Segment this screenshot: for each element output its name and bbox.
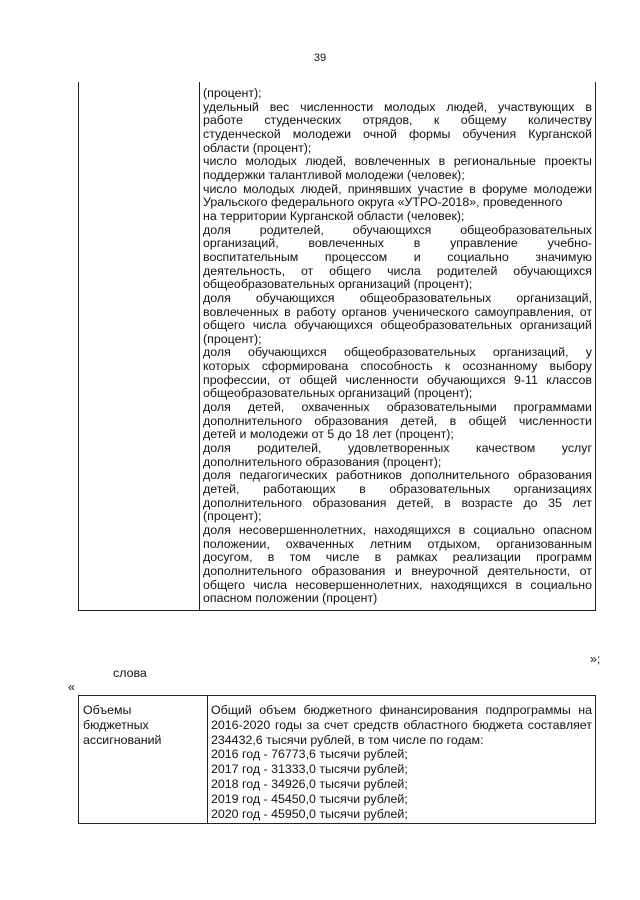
word: людей,	[300, 181, 342, 196]
word: людей,	[305, 154, 347, 169]
word: образования	[518, 468, 592, 483]
word: организаций	[519, 318, 592, 333]
word: отдыхом,	[427, 536, 481, 551]
word: способность	[360, 359, 433, 374]
word: процессом	[324, 249, 388, 264]
text-line	[203, 319, 592, 333]
word: в	[444, 495, 451, 510]
word: образовательных	[389, 482, 491, 497]
indicators-table	[78, 82, 596, 611]
word: доля	[203, 523, 231, 537]
text-line: 234432,6 тысячи рублей, в том числе по годам:	[211, 732, 484, 747]
text-line	[203, 415, 592, 429]
word: числа	[252, 318, 287, 333]
word: формы	[408, 126, 451, 141]
word: в	[284, 304, 291, 319]
word: обучающихся	[294, 318, 373, 333]
text-line	[203, 360, 592, 374]
text-line	[203, 237, 592, 251]
word: работников	[336, 468, 402, 483]
word: находящихся	[430, 577, 508, 592]
word: молодежи	[533, 181, 592, 196]
text-line: (процент);	[203, 331, 262, 346]
text-line	[203, 374, 592, 388]
word: в	[359, 482, 366, 497]
word: программ	[536, 550, 592, 565]
word: доля	[203, 290, 231, 305]
word: доля	[203, 400, 231, 415]
word: участвующих	[497, 99, 575, 114]
table-row	[79, 82, 596, 610]
word: в	[267, 550, 275, 565]
budget-label	[83, 703, 203, 748]
text-line	[203, 292, 592, 306]
text-line: общеобразовательных организаций (процент);	[203, 277, 473, 292]
budget-text	[211, 703, 592, 821]
word: организаций,	[203, 236, 279, 251]
word: дополнительного	[203, 413, 303, 428]
word: и	[413, 249, 421, 264]
word: бюджета	[472, 717, 523, 732]
word: несовершеннолетних,	[295, 577, 423, 592]
text-line	[203, 306, 592, 320]
word: профессии,	[203, 372, 271, 387]
text-line: 2020 год - 45950,0 тысячи рублей;	[211, 806, 408, 821]
text-line	[211, 703, 592, 718]
word: родителей	[436, 263, 498, 278]
word: выбору	[549, 359, 592, 374]
word: классов	[546, 372, 592, 387]
word: охваченных	[301, 400, 370, 415]
word: детей,	[400, 413, 438, 428]
text-line: 2017 год - 31333,0 тысячи рублей;	[211, 762, 408, 777]
word: общего	[203, 577, 246, 592]
indicators-text-cell	[200, 82, 596, 610]
word: числа	[253, 577, 288, 592]
text-line: области (процент);	[203, 140, 312, 155]
word: услуг	[561, 441, 592, 456]
text-line	[203, 524, 592, 538]
word: образования	[311, 563, 386, 578]
word: сформирована	[261, 359, 349, 374]
text-line	[203, 565, 592, 579]
word: общеобразовательных	[380, 318, 513, 333]
text-line	[203, 579, 592, 593]
text-line: (процент);	[203, 86, 262, 100]
word: принявших	[347, 181, 412, 196]
budget-label-cell	[79, 696, 208, 824]
text-line: на территории Курганской области (человек);	[203, 208, 465, 223]
word: счет	[323, 717, 349, 732]
word: организаций,	[492, 345, 569, 360]
word: учебно-	[547, 236, 592, 251]
word: от	[579, 563, 592, 578]
word: и	[394, 563, 402, 578]
word: участие	[417, 181, 464, 196]
word: общеобразовательных	[343, 345, 476, 360]
word: осознанному	[462, 359, 538, 374]
text-line	[203, 265, 592, 279]
word: социально	[447, 249, 509, 264]
text-line: опасном положении (процент)	[203, 591, 378, 606]
word: 35	[548, 495, 562, 510]
word: вес	[269, 99, 290, 114]
word: вовлеченных	[308, 236, 384, 251]
word: общей	[299, 372, 338, 387]
text-line: бюджетных	[83, 718, 149, 732]
word: удельный	[203, 99, 259, 114]
text-line	[203, 251, 592, 265]
word: от	[300, 263, 314, 278]
word-slova: слова	[113, 666, 147, 680]
text-line	[203, 114, 592, 128]
indicators-label-cell	[79, 82, 200, 610]
word: образовательными	[386, 400, 497, 415]
word: образования	[312, 495, 387, 510]
word: людей,	[446, 99, 488, 114]
word: воспитательным	[203, 249, 299, 264]
word: управление	[450, 236, 518, 251]
word: опасном	[543, 523, 592, 537]
word: обучающихся	[426, 372, 506, 387]
word: родителей,	[257, 441, 322, 456]
word: форуме	[482, 181, 528, 196]
word: доля	[203, 345, 231, 360]
word: студенческих	[264, 113, 342, 128]
word: молодых	[384, 99, 436, 114]
indicators-text	[203, 87, 592, 606]
word: рамках	[396, 550, 438, 565]
word: молодежи	[292, 126, 352, 141]
word: детей,	[203, 482, 240, 497]
word: том	[289, 550, 311, 565]
word: значимую	[535, 249, 592, 264]
word: доля	[203, 468, 231, 483]
word: положении,	[203, 536, 270, 551]
word: в	[413, 236, 421, 251]
text-line	[203, 346, 592, 360]
text-line	[203, 442, 592, 456]
word: общеобразовательных	[359, 290, 492, 305]
table-row	[79, 696, 596, 824]
word: детей,	[397, 495, 434, 510]
word: отрядов,	[362, 113, 413, 128]
word: несовершеннолетних,	[238, 523, 367, 537]
text-line: (процент);	[203, 509, 262, 524]
word: обучающихся	[513, 263, 592, 278]
word: проекты	[544, 154, 592, 169]
text-line: 2018 год - 34926,0 тысячи рублей;	[211, 776, 408, 791]
opening-quote: «	[68, 680, 75, 694]
word: молодых	[243, 181, 295, 196]
word: обучения	[462, 126, 517, 141]
word: организаций,	[516, 290, 592, 305]
word: лет	[572, 495, 592, 510]
word: количеству	[527, 113, 592, 128]
budget-table	[78, 695, 596, 824]
word: досугом,	[203, 550, 253, 565]
word: финансирования	[379, 703, 478, 717]
word: находящихся	[374, 523, 451, 537]
word: бюджетного	[303, 703, 373, 717]
word: общеобразовательных	[460, 222, 592, 237]
word: работающих	[263, 482, 336, 497]
word: программами	[513, 400, 592, 415]
text-line	[203, 551, 592, 565]
word: за	[306, 717, 320, 732]
word: к	[444, 359, 451, 374]
word: органов	[341, 304, 387, 319]
word: подпрограммы	[485, 703, 571, 717]
word: дополнительного	[203, 563, 303, 578]
word: работу	[296, 304, 336, 319]
word: образования	[314, 413, 389, 428]
word: доля	[203, 222, 231, 237]
word: областного	[403, 717, 468, 732]
text-line	[211, 718, 592, 733]
word: 9-11	[514, 372, 538, 387]
word: очной	[363, 126, 397, 141]
word: в	[438, 154, 446, 169]
word: в	[469, 181, 476, 196]
word: дополнительного	[410, 468, 510, 483]
word: общему	[460, 113, 507, 128]
word: региональные	[453, 154, 536, 169]
word: охваченных	[285, 536, 354, 551]
text-line: общеобразовательных организаций (процент);	[203, 386, 473, 401]
text-line	[203, 183, 592, 197]
text-line	[203, 483, 592, 497]
word: вовлеченных	[203, 304, 279, 319]
word: в	[374, 550, 382, 565]
word: числа	[387, 263, 421, 278]
text-line: 2019 год - 45450,0 тысячи рублей;	[211, 791, 408, 806]
word: общего	[203, 318, 246, 333]
word: которых	[203, 359, 250, 374]
word: организациях	[513, 482, 592, 497]
text-line	[203, 224, 592, 238]
word: возрасте	[461, 495, 513, 510]
word: доля	[203, 441, 231, 456]
word: детей,	[247, 400, 285, 415]
text-line	[203, 128, 592, 142]
word: работе	[203, 113, 243, 128]
word: социально	[530, 577, 592, 592]
word: обучающихся	[248, 345, 327, 360]
text-line: поддержки талантливой молодежи (человек);	[203, 167, 465, 182]
word: число	[203, 154, 237, 169]
text-line: детей и молодежи от 5 до 18 лет (процент);	[203, 427, 454, 442]
word: у	[585, 345, 592, 360]
word: от	[579, 304, 592, 319]
word: Курганской	[528, 126, 592, 141]
page-number: 39	[313, 52, 327, 64]
word: 2016-2020	[211, 717, 271, 732]
word: деятельности,	[487, 563, 571, 578]
word: число	[203, 181, 237, 196]
text-line	[203, 155, 592, 169]
budget-text-cell	[208, 696, 596, 824]
word: Общий	[211, 703, 252, 717]
word: родителей,	[259, 222, 324, 237]
word: численности	[345, 372, 419, 387]
text-line: ассигнований	[83, 733, 162, 747]
text-line: Уральского федерального округа «УТРО-2018», проведенного	[203, 195, 563, 210]
text-line	[203, 497, 592, 511]
word: обучающихся	[352, 222, 432, 237]
text-line: 2016 год - 76773,6 тысячи рублей;	[211, 747, 408, 762]
word: обучающихся	[255, 290, 335, 305]
word: в	[585, 99, 592, 114]
word: самоуправления,	[474, 304, 575, 319]
word: дополнительного	[203, 495, 303, 510]
word: организованным	[496, 536, 592, 551]
word: общего	[329, 263, 372, 278]
word: в	[458, 523, 466, 537]
word: в	[515, 577, 523, 592]
word: на	[578, 703, 592, 717]
text-line: дополнительного образования (процент);	[203, 454, 442, 469]
word: средств	[353, 717, 399, 732]
word: численности	[518, 413, 592, 428]
word: ученического	[392, 304, 469, 319]
word: объем	[259, 703, 296, 717]
word: деятельность,	[203, 263, 286, 278]
text-line	[203, 538, 592, 552]
word: до	[523, 495, 538, 510]
word: студенческой	[203, 126, 281, 141]
word: молодых	[245, 154, 297, 169]
word: педагогических	[239, 468, 328, 483]
closing-quote: »;	[590, 652, 601, 666]
word: качеством	[475, 441, 536, 456]
word: общей	[468, 413, 507, 428]
text-line	[203, 469, 592, 483]
word: летним	[369, 536, 412, 551]
text-line	[203, 101, 592, 115]
text-line	[203, 401, 592, 415]
word: от	[278, 372, 291, 387]
word: численности	[300, 99, 374, 114]
word: социально	[473, 523, 535, 537]
word: вовлеченных	[354, 154, 431, 169]
text-line: Объемы	[83, 703, 132, 717]
word: реализации	[452, 550, 521, 565]
word: годы	[274, 717, 302, 732]
word: в	[449, 413, 457, 428]
word: числе	[325, 550, 360, 565]
word: удовлетворенных	[347, 441, 450, 456]
word: к	[433, 113, 440, 128]
word: внеурочной	[411, 563, 479, 578]
word: составляет	[527, 717, 592, 732]
